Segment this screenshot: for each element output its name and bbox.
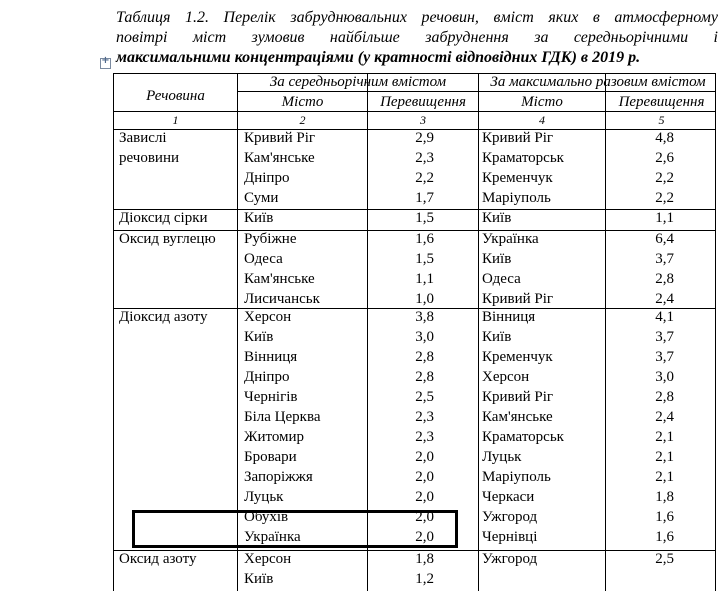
- cell-max-excess: 3,7: [655, 329, 674, 345]
- column-number-1: 1: [172, 113, 179, 127]
- cell-max-excess: 2,8: [655, 271, 674, 287]
- cell-max-city: Київ: [482, 329, 512, 345]
- cell-max-excess: 3,7: [655, 251, 674, 267]
- cell-avg-city: Суми: [244, 190, 279, 206]
- cell-avg-city: Луцьк: [244, 489, 284, 505]
- cell-avg-city: Обухів: [244, 509, 289, 525]
- cell-max-excess: 1,6: [655, 529, 674, 545]
- cell-substance: Оксид азоту: [119, 551, 197, 567]
- cell-avg-excess: 1,6: [415, 231, 434, 247]
- header-average-group: За середньорічним вмістом: [269, 74, 447, 90]
- cell-avg-city: Біла Церква: [244, 409, 321, 425]
- cell-avg-excess: 2,3: [415, 150, 434, 166]
- cell-avg-city: Рубіжне: [244, 231, 297, 247]
- cell-max-city: Краматорськ: [482, 150, 564, 166]
- cell-max-excess: 3,7: [655, 349, 674, 365]
- cell-avg-excess: 2,0: [415, 509, 434, 525]
- cell-max-city: Одеса: [482, 271, 521, 287]
- cell-max-city: Ужгород: [482, 509, 538, 525]
- cell-avg-city: Запоріжжя: [244, 469, 313, 485]
- cell-max-excess: 2,2: [655, 170, 674, 186]
- cell-max-city: Луцьк: [482, 449, 522, 465]
- cell-avg-city: Херсон: [244, 309, 292, 325]
- cell-avg-city: Вінниця: [244, 349, 298, 365]
- cell-max-city: Кривий Ріг: [482, 291, 554, 307]
- header-max-excess: Перевищення: [618, 94, 705, 110]
- cell-avg-excess: 2,8: [415, 369, 434, 385]
- cell-avg-excess: 1,2: [415, 571, 434, 587]
- cell-max-excess: 4,8: [655, 130, 674, 146]
- cell-max-excess: 2,4: [655, 291, 674, 307]
- cell-max-excess: 1,6: [655, 509, 674, 525]
- cell-max-excess: 2,1: [655, 449, 674, 465]
- cell-avg-city: Херсон: [244, 551, 292, 567]
- header-substance: Речовина: [146, 88, 205, 104]
- cell-avg-excess: 1,7: [415, 190, 434, 206]
- cell-max-excess: 3,0: [655, 369, 674, 385]
- table-move-handle-icon[interactable]: [100, 58, 111, 69]
- cell-avg-excess: 1,5: [415, 210, 434, 226]
- cell-avg-city: Кривий Ріг: [244, 130, 316, 146]
- cell-max-city: Черкаси: [482, 489, 535, 505]
- cell-max-city: Київ: [482, 210, 512, 226]
- cell-avg-city: Київ: [244, 571, 274, 587]
- cell-avg-excess: 2,0: [415, 529, 434, 545]
- cell-max-city: Краматорськ: [482, 429, 564, 445]
- cell-avg-excess: 2,2: [415, 170, 434, 186]
- column-number-5: 5: [658, 113, 665, 127]
- cell-max-city: Вінниця: [482, 309, 536, 325]
- cell-avg-excess: 1,1: [415, 271, 434, 287]
- cell-max-city: Маріуполь: [482, 469, 551, 485]
- cell-avg-excess: 1,0: [415, 291, 434, 307]
- cell-avg-excess: 2,5: [415, 389, 434, 405]
- cell-avg-excess: 3,0: [415, 329, 434, 345]
- cell-max-excess: 4,1: [655, 309, 674, 325]
- cell-avg-excess: 2,0: [415, 449, 434, 465]
- cell-avg-city: Кам'янське: [244, 271, 315, 287]
- cell-max-city: Чернівці: [482, 529, 538, 545]
- cell-max-excess: 2,6: [655, 150, 674, 166]
- caption-line-2: повітрі міст зумовив найбільше забруднення за середньорічними і: [116, 29, 718, 46]
- cell-avg-city: Лисичанськ: [244, 291, 320, 307]
- cell-max-excess: 2,5: [655, 551, 674, 567]
- cell-avg-excess: 1,5: [415, 251, 434, 267]
- cell-avg-city: Українка: [244, 529, 301, 545]
- cell-max-city: Кременчук: [482, 170, 553, 186]
- cell-max-city: Кам'янське: [482, 409, 553, 425]
- cell-avg-city: Житомир: [244, 429, 305, 445]
- cell-max-city: Кривий Ріг: [482, 130, 554, 146]
- cell-substance: речовини: [119, 150, 179, 166]
- cell-max-excess: 2,8: [655, 389, 674, 405]
- cell-avg-city: Чернігів: [244, 389, 298, 405]
- header-max-group: За максимально разовим вмістом: [490, 74, 706, 90]
- cell-avg-city: Дніпро: [244, 369, 290, 385]
- table-caption: [116, 8, 718, 68]
- caption-line-1: Таблиця 1.2. Перелік забруднювальних речовин, вміст яких в атмосферному: [116, 9, 718, 26]
- cell-substance: Завислі: [119, 130, 167, 146]
- cell-substance: Діоксид азоту: [119, 309, 208, 325]
- cell-max-excess: 2,2: [655, 190, 674, 206]
- highlight-frame: [132, 510, 458, 548]
- cell-max-excess: 2,4: [655, 409, 674, 425]
- cell-avg-city: Київ: [244, 329, 274, 345]
- column-number-2: 2: [299, 113, 306, 127]
- cell-avg-excess: 2,9: [415, 130, 434, 146]
- header-avg-excess: Перевищення: [380, 94, 466, 110]
- cell-avg-city: Кам'янське: [244, 150, 315, 166]
- cell-max-excess: 2,1: [655, 469, 674, 485]
- cell-max-city: Маріуполь: [482, 190, 551, 206]
- cell-max-city: Українка: [482, 231, 539, 247]
- cell-max-excess: 6,4: [655, 231, 674, 247]
- cell-avg-excess: 2,0: [415, 489, 434, 505]
- cell-max-city: Ужгород: [482, 551, 538, 567]
- cell-max-excess: 1,1: [655, 210, 674, 226]
- cell-avg-excess: 2,0: [415, 469, 434, 485]
- header-avg-city: Місто: [281, 94, 324, 110]
- cell-avg-city: Одеса: [244, 251, 283, 267]
- caption-line-3: максимальними концентраціями (у кратності відповідних ГДК) в 2019 р.: [116, 49, 641, 66]
- cell-substance: Оксид вуглецю: [119, 231, 216, 247]
- cell-avg-excess: 3,8: [415, 309, 434, 325]
- cell-avg-city: Бровари: [244, 449, 297, 465]
- cell-avg-excess: 2,8: [415, 349, 434, 365]
- cell-avg-excess: 2,3: [415, 429, 434, 445]
- cell-max-city: Херсон: [482, 369, 530, 385]
- cell-avg-excess: 2,3: [415, 409, 434, 425]
- header-max-city: Місто: [521, 94, 563, 110]
- column-number-4: 4: [539, 113, 545, 127]
- cell-max-city: Кривий Ріг: [482, 389, 554, 405]
- cell-substance: Діоксид сірки: [119, 210, 208, 226]
- cell-avg-excess: 1,8: [415, 551, 434, 567]
- cell-avg-city: Дніпро: [244, 170, 290, 186]
- column-number-3: 3: [420, 113, 426, 127]
- cell-avg-city: Київ: [244, 210, 274, 226]
- cell-max-city: Кременчук: [482, 349, 553, 365]
- cell-max-excess: 2,1: [655, 429, 674, 445]
- cell-max-excess: 1,8: [655, 489, 674, 505]
- cell-max-city: Київ: [482, 251, 512, 267]
